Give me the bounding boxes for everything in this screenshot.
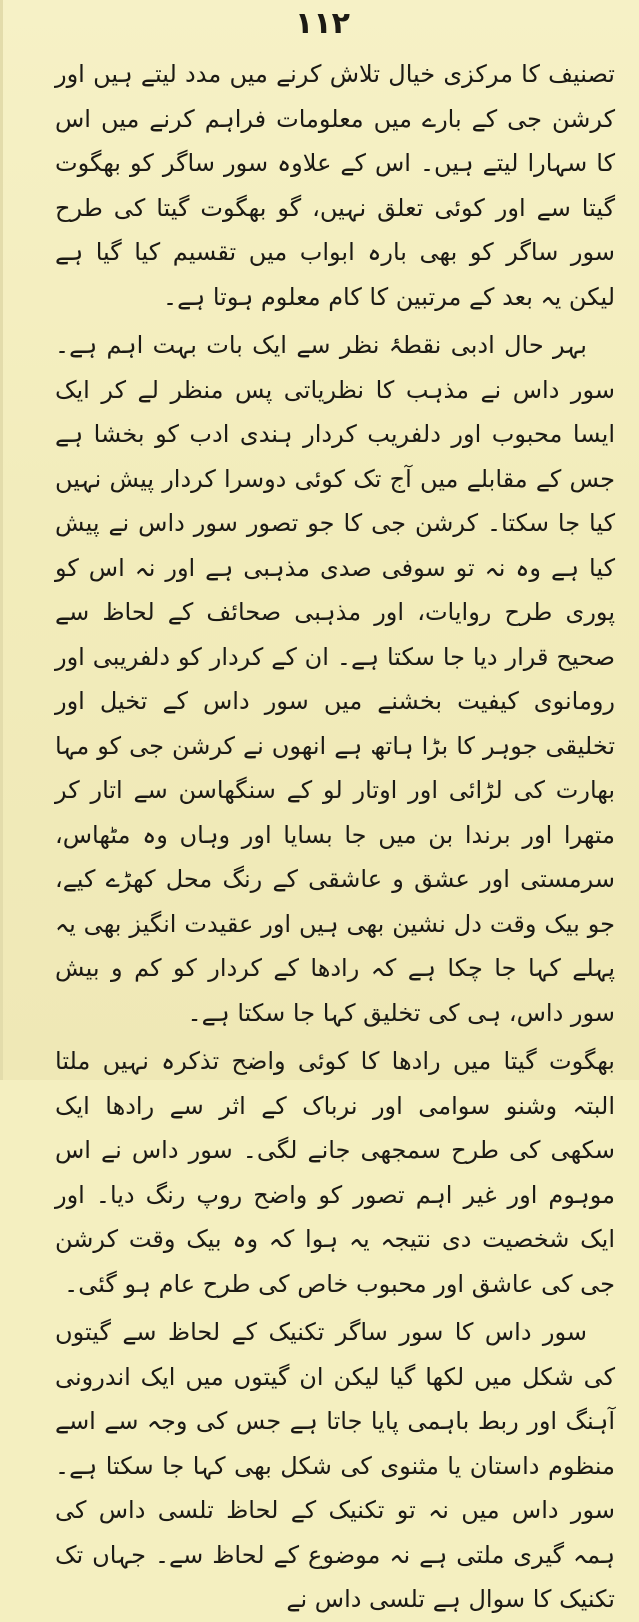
paragraph-3: بھگوت گیتا میں رادھا کا کوئی واضح تذکرہ نہیں ملتا البتہ وشنو سوامی اور نرباک کے اثر سے رادھا ایک سکھی کی طرح سمجھی جانے لگی۔ سور داس نے اس موہوم اور غیر اہم تصور کو واضح روپ رنگ دیا۔ اور ایک شخصیت دی نتیجہ یہ ہوا کہ وہ بیک وقت کرشن جی کی عاشق اور محبوب خاص کی طرح عام ہو گئی۔: [55, 1047, 615, 1298]
page-body: [55, 52, 615, 1622]
page-number: ١١٢: [295, 6, 350, 41]
paragraph-4: سور داس کا سور ساگر تکنیک کے لحاظ سے گیتوں کی شکل میں لکھا گیا لیکن ان گیتوں میں ایک اندرونی آہنگ اور ربط باہمی پایا جاتا ہے جس کی وجہ سے اسے منظوم داستان یا مثنوی کی شکل بھی کہا جا سکتا ہے۔ سور داس میں نہ تو تکنیک کے لحاظ تلسی داس کی ہمہ گیری ملتی ہے نہ موضوع کے لحاظ سے۔ جہاں تک تکنیک کا سوال ہے تلسی داس نے: [55, 1318, 615, 1613]
paragraph-1: تصنیف کا مرکزی خیال تلاش کرنے میں مدد لیتے ہیں اور کرشن جی کے بارے میں معلومات فراہم کرنے میں اس کا سہارا لیتے ہیں۔ اس کے علاوہ سور ساگر کو بھگوت گیتا سے اور کوئی تعلق نہیں، گو بھگوت گیتا کی طرح سور ساگر کو بھی بارہ ابواب میں تقسیم کیا گیا ہے لیکن یہ بعد کے مرتبین کا کام معلوم ہوتا ہے۔: [55, 60, 615, 311]
paragraph-2: بہر حال ادبی نقطۂ نظر سے ایک بات بہت اہم ہے۔ سور داس نے مذہب کا نظریاتی پس منظر لے کر ایک ایسا محبوب اور دلفریب کردار ہندی ادب کو بخشا ہے جس کے مقابلے میں آج تک کوئی دوسرا کردار پیش نہیں کیا جا سکتا۔ کرشن جی کا جو تصور سور داس نے پیش کیا ہے وہ نہ تو سوفی صدی مذہبی ہے اور نہ اس کو پوری طرح روایات، اور مذہبی صحائف کے لحاظ سے صحیح قرار دیا جا سکتا ہے۔ ان کے کردار کو دلفریبی اور رومانوی کیفیت بخشنے میں سور داس کے تخیل اور تخلیقی جوہر کا بڑا ہاتھ ہے انھوں نے کرشن جی کو مہا بھارت کی لڑائی اور اوتار لو کے سنگھاسن سے اتار کر متھرا اور برندا بن میں جا بسایا اور وہاں وہ مٹھاس، سرمستی اور عشق و عاشقی کے رنگ محل کھڑے کیے، جو بیک وقت دل نشین بھی ہیں اور عقیدت انگیز بھی یہ پہلے کہا جا چکا ہے کہ رادھا کے کردار کو کم و بیش سور داس، ہی کی تخلیق کہا جا سکتا ہے۔: [55, 331, 615, 1027]
